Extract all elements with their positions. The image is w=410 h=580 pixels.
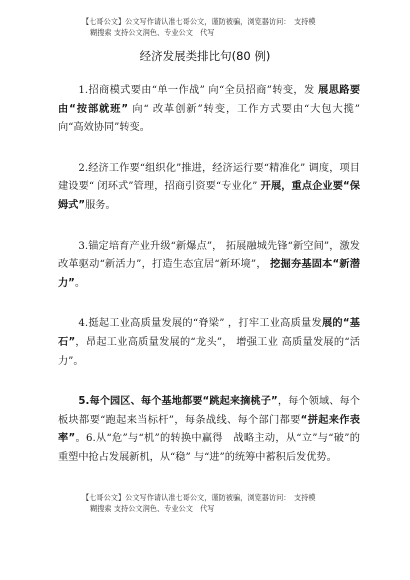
text-run: ，昂起工业高质量发展的“龙头”， 增强工业 高质量发展的“活力”。 bbox=[58, 336, 360, 367]
bold-text-run: 展思路要由“按部就班” bbox=[58, 85, 361, 115]
document-title: 经济发展类排比句(80 例) bbox=[139, 49, 271, 63]
paragraph-2 bbox=[58, 160, 360, 216]
header-note-line-1: 【七哥公文】公文写作请认准七哥公文，谨防被骗，浏览器访问： 支持模 bbox=[82, 17, 316, 26]
bold-text-run: 挖掘夯基固本“新潜力” bbox=[58, 259, 360, 289]
paragraph-1 bbox=[58, 82, 360, 138]
text-run: 。6.从“危”与“机”的转换中赢得 战略主动，从“立”与“破”的重塑中抢占发展新机，从“稳” 与“进”的统筹中蓄积后发优势。 bbox=[58, 433, 360, 463]
text-run: 4.挺起工业高质量发展的“脊梁” ，打牢工业高质量发 bbox=[78, 318, 322, 330]
paragraph-5 bbox=[58, 393, 360, 467]
footer-note-line-2: 糊搜索 支持公文润色、专业公文 代写 bbox=[90, 504, 215, 513]
text-run: 2.经济工作要“组织化”推进，经济运行要“精准化” 调度，项目建设要“ 闭环式”管理，招商引资要“专业化” bbox=[58, 162, 360, 193]
header-note-line-2: 糊搜索 支持公文润色、专业公文 代写 bbox=[90, 28, 215, 37]
bold-text-run: 5.每个园区、每个基地都要“跳起来摘桃子” bbox=[78, 396, 278, 408]
paragraph-4 bbox=[58, 315, 360, 371]
header-note bbox=[82, 16, 332, 38]
text-run: 3.锚定培育产业升级“新爆点”， 拓展融城先锋“新空间”，激发改革驱动“新活力”，打造生态宜居“新环境”， bbox=[58, 240, 360, 271]
footer-note-line-1: 【七哥公文】公文写作请认准七哥公文，谨防被骗，浏览器访问： 支持模 bbox=[82, 493, 316, 502]
footer-note bbox=[82, 492, 332, 514]
bold-text-run: 展的“基石” bbox=[58, 318, 360, 348]
bold-text-run: 开展，重点企业要“保姆式” bbox=[58, 181, 360, 211]
bold-text-run: “拼起来作表率” bbox=[58, 414, 360, 445]
text-run: 。 bbox=[74, 277, 86, 289]
document-body bbox=[58, 82, 360, 490]
text-run: 1.招商模式要由“单一作战” 向“全员招商”转变，发 bbox=[78, 85, 319, 96]
paragraph-3 bbox=[58, 238, 360, 294]
text-run: ，每个领域、每个板块都要“跑起来当标杆”，每条战线、每个部门都要 bbox=[58, 396, 360, 426]
text-run: 服务。 bbox=[85, 199, 116, 211]
text-run: 向“ 改革创新”转变，工作方式要由“大包大揽” 向“高效协同”转变。 bbox=[58, 103, 361, 134]
